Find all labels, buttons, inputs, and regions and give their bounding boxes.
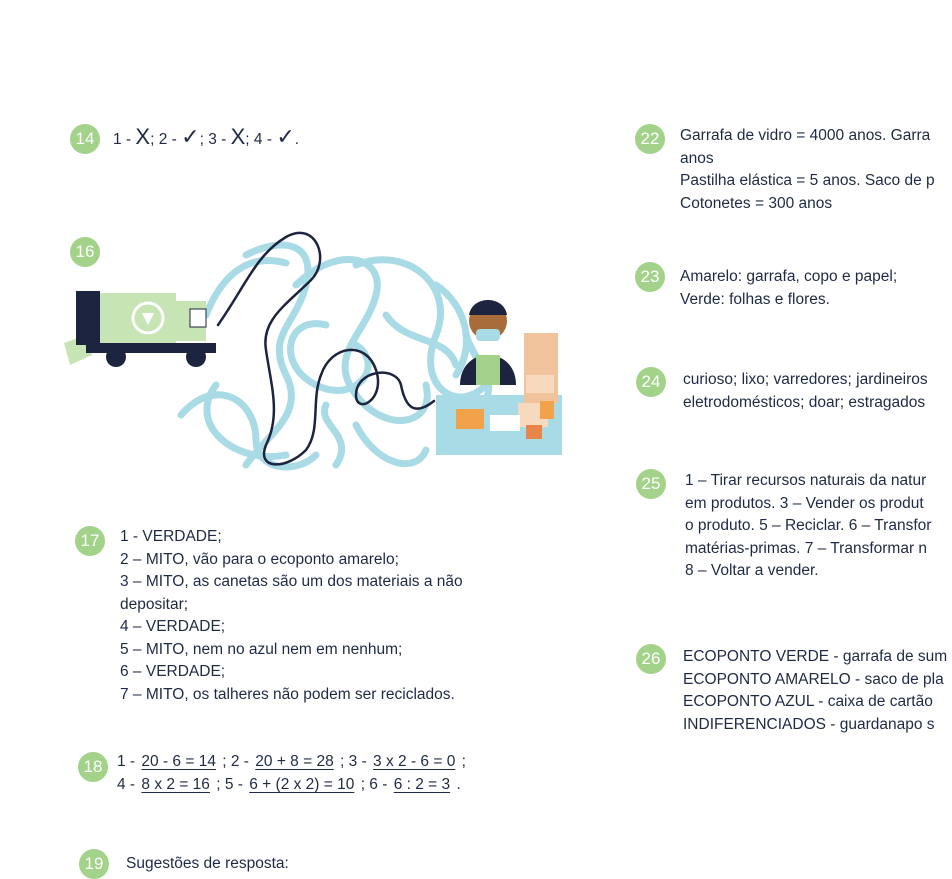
q25-line-1: 1 – Tirar recursos naturais da natur xyxy=(685,472,927,489)
question-24-badge: 24 xyxy=(636,367,666,397)
q22-line-3: Pastilha elástica = 5 anos. Saco de p xyxy=(680,172,935,189)
q14-sep-1: ; xyxy=(150,131,155,148)
q14-check-mark-4: ✓ xyxy=(276,124,295,149)
q25-line-4: matérias-primas. 7 – Transformar n xyxy=(685,539,928,557)
q18-answer-4: 8 x 2 = 16 xyxy=(141,776,210,793)
question-17-badge: 17 xyxy=(75,526,105,556)
q17-line-2: 2 – MITO, vão para o ecoponto amarelo; xyxy=(120,550,399,568)
q25-line-5: 8 – Voltar a vender. xyxy=(685,562,819,579)
question-14-badge: 14 xyxy=(70,124,100,154)
q17-line-8: 7 – MITO, os talheres não podem ser reciclados. xyxy=(120,685,455,703)
q18-answer-1: 20 - 6 = 14 xyxy=(141,753,216,770)
q18-row-2-end: . xyxy=(456,776,461,793)
q25-line-2: em produtos. 3 – Vender os produt xyxy=(685,494,924,512)
q17-line-6: 5 – MITO, nem no azul nem em nenhum; xyxy=(120,640,403,658)
q18-prefix-3: ; 3 - xyxy=(340,753,367,770)
q14-label-2: 2 - xyxy=(158,131,177,148)
q18-row-1 xyxy=(117,751,466,774)
q17-line-5: 4 – VERDADE; xyxy=(120,618,226,635)
q25-line-3: o produto. 5 – Reciclar. 6 – Transfor xyxy=(685,517,932,534)
question-18-badge: 18 xyxy=(78,752,108,782)
question-26-badge: 26 xyxy=(636,644,666,674)
question-23-badge: 23 xyxy=(635,262,665,292)
q24-line-2: eletrodomésticos; doar; estragados xyxy=(683,393,926,411)
q17-line-4: depositar; xyxy=(120,595,189,613)
q18-prefix-5: ; 5 - xyxy=(216,776,243,793)
q14-label-3: 3 - xyxy=(208,131,227,148)
q17-line-3: 3 – MITO, as canetas são um dos materiais a não xyxy=(120,573,463,590)
question-14-answers xyxy=(113,126,299,152)
q18-answer-2: 20 + 8 = 28 xyxy=(255,753,334,770)
q18-row-2 xyxy=(117,774,461,797)
q18-answer-5: 6 + (2 x 2) = 10 xyxy=(249,776,355,793)
question-25-badge: 25 xyxy=(636,469,666,499)
question-16-badge: 16 xyxy=(70,237,100,267)
q18-prefix-4: 4 - xyxy=(117,776,136,793)
question-22-badge: 22 xyxy=(635,124,665,154)
q14-sep-3: ; xyxy=(245,131,250,148)
q23-line-1: Amarelo: garrafa, copo e papel; xyxy=(680,268,898,285)
q17-line-1: 1 - VERDADE; xyxy=(120,528,222,545)
q14-sep-2: ; xyxy=(199,131,204,148)
q14-check-mark-2: ✓ xyxy=(181,124,200,149)
q24-line-1: curioso; lixo; varredores; jardineiros xyxy=(683,371,928,388)
q17-line-7: 6 – VERDADE; xyxy=(120,663,226,680)
q18-prefix-1: 1 - xyxy=(117,753,136,770)
q14-sep-4: . xyxy=(294,131,300,148)
q23-line-2: Verde: folhas e flores. xyxy=(680,290,830,308)
q14-cross-mark-3: X xyxy=(230,124,246,149)
recycling-truck-icon xyxy=(64,291,216,367)
q14-label-1: 1 - xyxy=(113,131,132,148)
q18-answer-6: 6 : 2 = 3 xyxy=(393,776,451,793)
q18-prefix-6: ; 6 - xyxy=(360,776,388,793)
q19-text: Sugestões de resposta: xyxy=(126,855,289,872)
q26-line-3: ECOPONTO AZUL - caixa de cartão xyxy=(683,693,933,710)
q18-answer-3: 3 x 2 - 6 = 0 xyxy=(373,753,456,770)
q26-line-4: INDIFERENCIADOS - guardanapo s xyxy=(683,715,935,733)
maze-illustration xyxy=(56,225,568,483)
q22-line-2: anos xyxy=(680,149,714,167)
q22-line-1: Garrafa de vidro = 4000 anos. Garra xyxy=(680,127,931,144)
q14-cross-mark-1: X xyxy=(135,124,151,149)
q18-row-1-end: ; xyxy=(461,753,466,770)
q22-line-4: Cotonetes = 300 anos xyxy=(680,194,833,212)
question-19-badge: 19 xyxy=(79,849,109,879)
q18-prefix-2: ; 2 - xyxy=(222,753,249,770)
q14-label-4: 4 - xyxy=(253,131,272,148)
q26-line-1: ECOPONTO VERDE - garrafa de sum xyxy=(683,648,948,665)
q26-line-2: ECOPONTO AMARELO - saco de pla xyxy=(683,670,944,688)
